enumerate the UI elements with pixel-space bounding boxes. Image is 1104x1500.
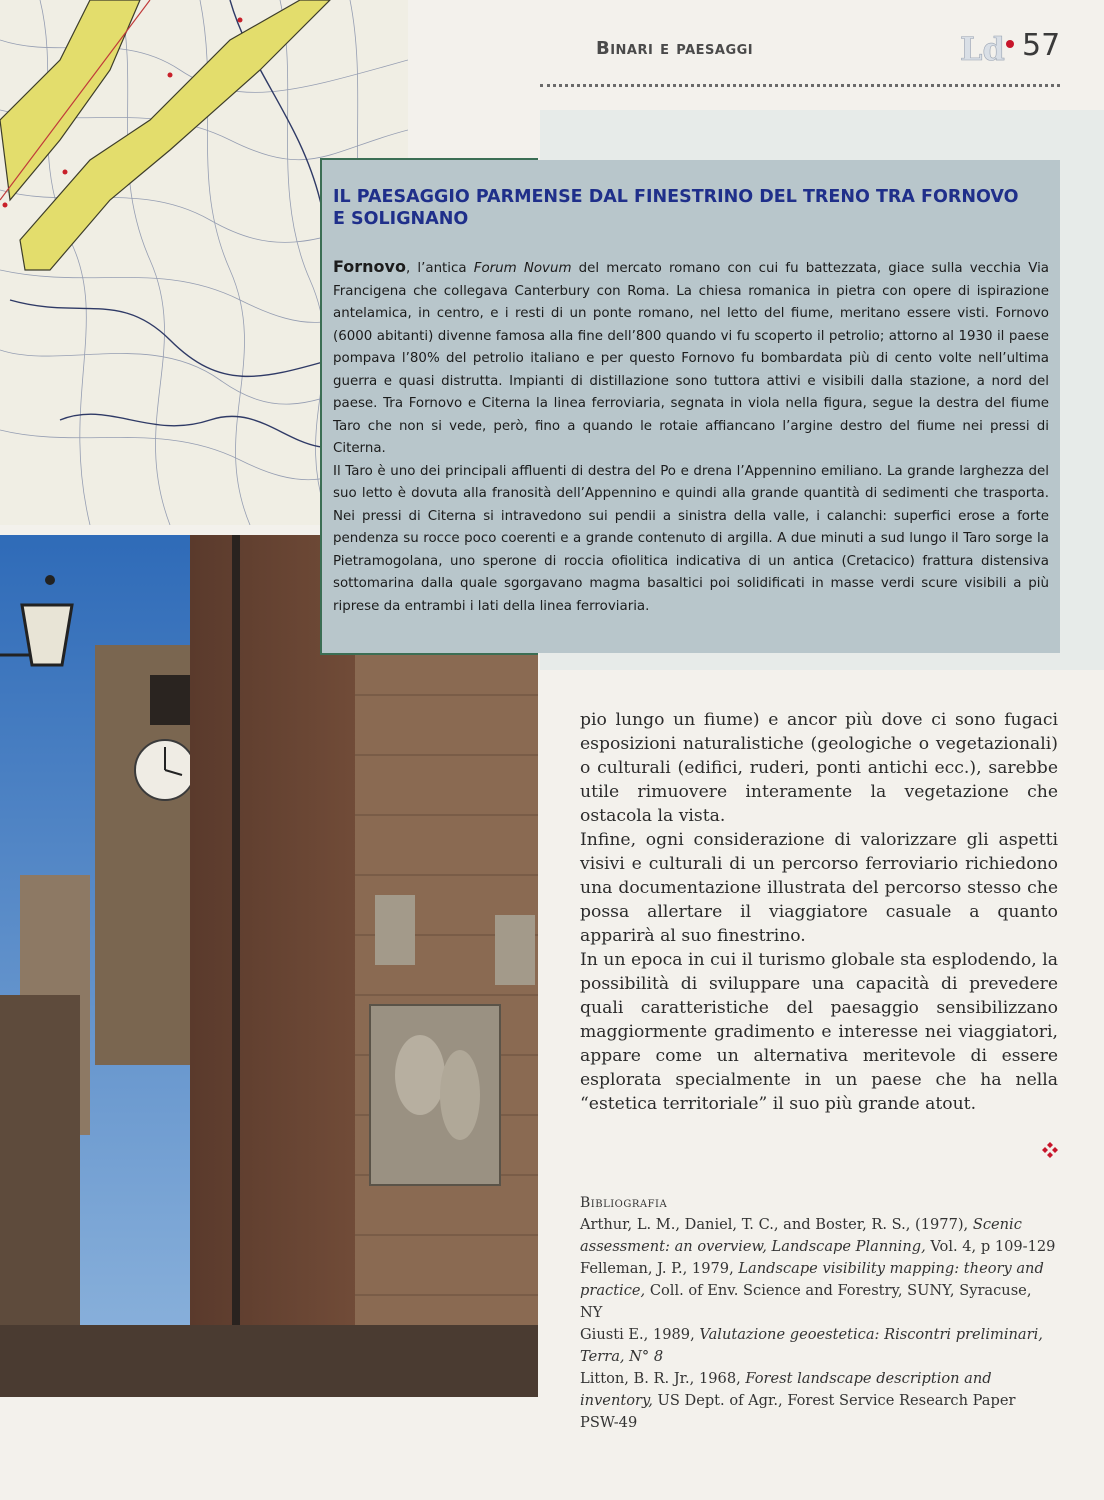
svg-text:Ld: Ld [960,30,1005,66]
box-title: IL PAESAGGIO PARMENSE DAL FINESTRINO DEL TRENO TRA FORNOVO E SOLIGNANO [333,187,1019,229]
church-photo [0,535,538,1397]
bibliography-entry: Litton, B. R. Jr., 1968, Forest landscape description and inventory, US Dept. of Agr., Forest Service Research Paper PSW-49 [580,1370,1016,1431]
section-title: Binari e paesaggi [596,38,754,59]
body-paragraph-1: pio lungo un fiume) e ancor più dove ci sono fugaci esposizioni naturalistiche (geologiche o vegetazionali) o culturali (edifici, ruderi, ponti antichi ecc.), sarebbe utile rimuovere interamente la vegetazione che ostacola la vista. [580,710,1058,826]
bibliography-entry: Felleman, J. P., 1979, Landscape visibility mapping: theory and practice, Coll. of Env. Science and Forestry, SUNY, Syracuse, NY [580,1260,1044,1321]
box-lead-word: Fornovo [333,257,406,276]
box-paragraph-2: Il Taro è uno dei principali affluenti di destra del Po e drena l’Appennino emiliano. La grande larghezza del suo letto è dovuta alla franosità dell’Appennino e quindi alla grande quantità di sedimenti che trasporta. Nei pressi di Citerna si intravedono sui pendii a sinistra della valle, i calanchi: superfici erose a forte pendenza su rocce poco coerenti e a grande contenuto di argilla. A due minuti a sud lungo il Taro sorge la Pietramogolana, uno sperone di roccia ofiolitica indicativa di un antica (Cretacico) frattura distensiva sottomarina dalla quale sgorgavano magma basaltici poi solidificati in masse verdi scure visibili a più riprese da entrambi i lati della linea ferroviaria. [333,463,1049,614]
bibliography-entry: Arthur, L. M., Daniel, T. C., and Boster, R. S., (1977), Scenic assessment: an overview, Landscape Planning, Vol. 4, p 109-129 [580,1216,1056,1255]
body-paragraph-3: In un epoca in cui il turismo globale sta esplodendo, la possibilità di sviluppare una capacità di prevedere quali caratteristiche del paesaggio sensibilizzano maggiormente gradimento e interesse nei viaggiatori, appare come un alternativa meritevole di essere esplorata specialmente in un paese che ha nella “estetica territoriale” il suo più grande atout. [580,950,1058,1114]
bibliography [580,1192,1058,1434]
bibliography-heading: Bibliografia [580,1195,668,1211]
box-paragraph-1: Fornovo, l’antica Forum Novum del mercato romano con cui fu battezzata, giace sulla vecchia Via Francigena che collegava Canterbury con Roma. La chiesa romanica in pietra con opere di ispirazione antelamica, in centro, e i resti di un ponte romano, nel letto del fiume, meritano essere visti. Fornovo (6000 abitanti) divenne famosa alla fine dell’800 quando vi fu scoperto il petrolio; attorno al 1930 il paese pompava l’80% del petrolio italiano e per questo Fornovo fu bombardata più di cento volte nell’ultima guerra e quasi distrutta. Impianti di distillazione sono tuttora attivi e visibili dalla stazione, a nord del paese. Tra Fornovo e Citerna la linea ferroviaria, segnata in viola nella figura, segue la destra del fiume Taro che non si vede, però, fino a quando le rotaie affiancano l’argine destro del fiume nei pressi di Citerna. [333,257,1050,456]
page-number: 57 [1022,28,1061,63]
box-body [333,256,1049,618]
header-divider [540,84,1060,87]
body-paragraph-2: Infine, ogni considerazione di valorizzare gli aspetti visivi e culturali di un percorso ferroviario richiedono una documentazione illustrata del percorso stesso che possa allertare il viaggiatore casuale a quanto apparirà al suo finestrino. [580,830,1058,946]
end-of-article-icon [1042,1142,1058,1158]
bibliography-entry: Giusti E., 1989, Valutazione geoestetica: Riscontri preliminari, Terra, N° 8 [580,1326,1043,1365]
magazine-logo [958,30,1008,66]
page-number-bullet [1006,40,1014,48]
article-body [580,708,1058,1116]
